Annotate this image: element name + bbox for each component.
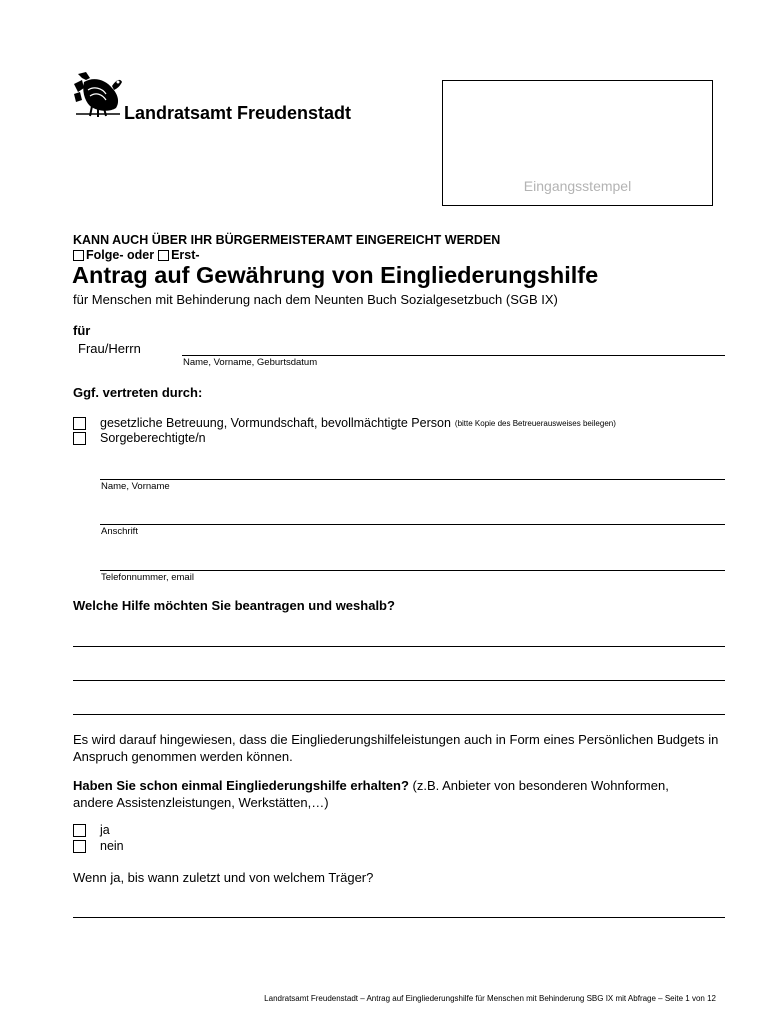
previous-help-followup: Wenn ja, bis wann zuletzt und von welchem Träger? [73,870,374,885]
help-answer-line-3[interactable] [73,714,725,715]
rep-phone-line[interactable] [100,570,725,571]
help-answer-line-2[interactable] [73,680,725,681]
salutation-label: Frau/Herrn [78,341,141,356]
rep-phone-hint: Telefonnummer, email [101,572,194,583]
yes-label: ja [100,823,110,837]
for-label: für [73,323,91,338]
receipt-stamp-box [442,80,713,206]
organization-name: Landratsamt Freudenstadt [124,103,352,123]
submission-notice: KANN AUCH ÜBER IHR BÜRGERMEISTERAMT EINGEREICHT WERDEN [73,233,501,247]
no-checkbox[interactable] [73,840,86,853]
previous-help-question [73,777,693,811]
no-label: nein [100,839,124,853]
custodian-label: Sorgeberechtigte/n [100,431,206,445]
rep-address-line[interactable] [100,524,725,525]
followup-answer-line[interactable] [73,917,725,918]
budget-notice: Es wird darauf hingewiesen, dass die Eingliederungshilfeleistungen auch in Form eines Persönlichen Budgets in Anspruch genommen werden können. [73,732,719,764]
application-type-row [73,248,200,262]
guardian-note: (bitte Kopie des Betreuerausweises beilegen) [454,418,616,428]
page-subtitle: für Menschen mit Behinderung nach dem Neunten Buch Sozialgesetzbuch (SGB IX) [73,292,558,307]
rep-name-hint: Name, Vorname [101,481,170,492]
first-label: Erst- [171,248,200,262]
follow-label: Folge- oder [86,248,155,262]
help-answer-line-1[interactable] [73,646,725,647]
page-title: Antrag auf Gewährung von Eingliederungshilfe [72,262,599,288]
follow-checkbox[interactable] [73,250,84,261]
first-checkbox[interactable] [158,250,169,261]
help-question: Welche Hilfe möchten Sie beantragen und weshalb? [73,598,395,613]
representation-heading: Ggf. vertreten durch: [73,385,203,400]
guardian-option-row [73,416,616,430]
custodian-option-row [73,431,206,445]
rep-name-line[interactable] [100,479,725,480]
page-footer: Landratsamt Freudenstadt – Antrag auf Eingliederungshilfe für Menschen mit Behinderung SBG IX mit Abfrage – Seite 1 von 12 [264,994,716,1003]
guardian-checkbox[interactable] [73,417,86,430]
yes-checkbox[interactable] [73,824,86,837]
guardian-label: gesetzliche Betreuung, Vormundschaft, bevollmächtigte Person [100,416,451,430]
yes-option-row [73,823,110,837]
custodian-checkbox[interactable] [73,432,86,445]
previous-help-question-rest: (z.B. Anbieter von besonderen Wohnformen, andere Assistenzleistungen, Werkstätten,…) [73,778,669,810]
previous-help-question-bold: Haben Sie schon einmal Eingliederungshilfe erhalten? [73,778,409,793]
applicant-name-line[interactable] [182,355,725,356]
applicant-name-hint: Name, Vorname, Geburtsdatum [183,357,318,368]
rep-address-hint: Anschrift [101,526,138,537]
stamp-label: Eingangsstempel [523,178,632,194]
no-option-row [73,839,124,853]
capercaillie-logo-icon [72,70,124,120]
